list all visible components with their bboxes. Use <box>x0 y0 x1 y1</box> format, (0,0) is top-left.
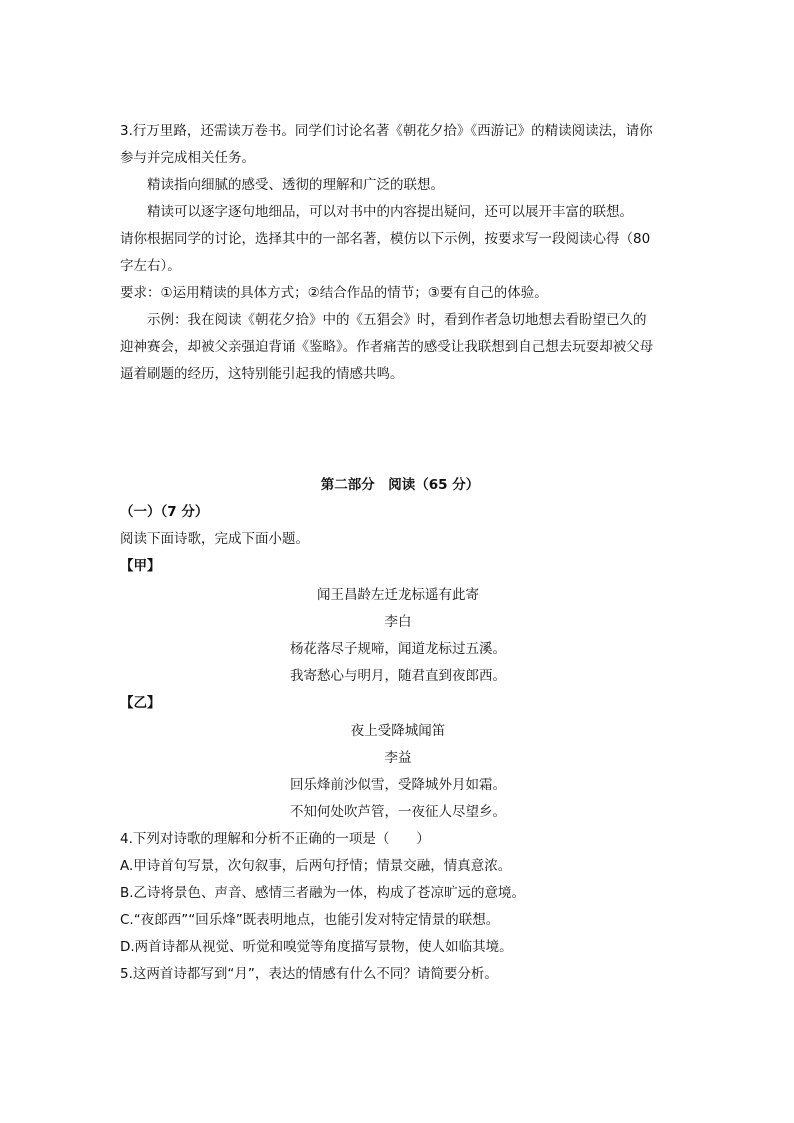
section-1-heading: （一）（7 分） <box>120 504 209 520</box>
q5-stem: 5.这两首诗都写到“月”，表达的情感有什么不同？请简要分析。 <box>120 966 498 982</box>
poem-b-line-2: 不知何处吹芦管，一夜征人尽望乡。 <box>290 804 506 820</box>
poem-a-line-1: 杨花落尽子规啼，闻道龙标过五溪。 <box>290 641 506 657</box>
part-2-header <box>120 472 680 580</box>
question-3 <box>120 118 680 388</box>
q3-example-1: 示例：我在阅读《朝花夕拾》中的《五猖会》时，看到作者急切地想去看盼望已久的 <box>147 312 647 328</box>
part-2-title: 第二部分 阅读（65 分） <box>320 477 480 493</box>
poem-b-line-1: 回乐烽前沙似雪，受降城外月如霜。 <box>290 777 506 793</box>
q4-option-d: D.两首诗都从视觉、听觉和嗅觉等角度描写景物，使人如临其境。 <box>120 939 513 955</box>
question-4 <box>120 826 680 988</box>
q3-requirement: 要求：①运用精读的具体方式；②结合作品的情节；③要有自己的体验。 <box>120 285 548 301</box>
poem-b-marker: 【乙】 <box>120 695 161 711</box>
q4-option-c: C.“夜郎西”“回乐烽”既表明地点，也能引发对特定情景的联想。 <box>120 912 500 928</box>
q3-line-6: 字左右）。 <box>120 258 181 274</box>
poem-a <box>120 582 676 690</box>
poem-a-author: 李白 <box>384 614 412 630</box>
q3-example-2: 迎神赛会，却被父亲强迫背诵《鉴略》。作者痛苦的感受让我联想到自己想去玩耍却被父母 <box>120 339 654 355</box>
q3-line-4: 精读可以逐字逐句地细品，可以对书中的内容提出疑问，还可以展开丰富的联想。 <box>147 204 633 220</box>
q4-option-b: B.乙诗将景色、声音、感情三者融为一体，构成了苍凉旷远的意境。 <box>120 885 526 901</box>
poem-b-author: 李益 <box>384 750 412 766</box>
poem-a-marker: 【甲】 <box>120 558 161 574</box>
q3-line-1: 3.行万里路，还需读万卷书。同学们讨论名著《朝花夕拾》《西游记》的精读阅读法，请你 <box>120 123 653 139</box>
q4-option-a: A.甲诗首句写景，次句叙事，后两句抒情；情景交融，情真意浓。 <box>120 858 512 874</box>
poem-a-title: 闻王昌龄左迁龙标遥有此寄 <box>317 587 479 603</box>
poem-b <box>120 718 676 826</box>
q4-stem: 4.下列对诗歌的理解和分析不正确的一项是（ ） <box>120 831 430 847</box>
q3-line-5: 请你根据同学的讨论，选择其中的一部名著，模仿以下示例，按要求写一段阅读心得（80 <box>120 231 651 247</box>
q3-line-2: 参与并完成相关任务。 <box>120 150 255 166</box>
reading-instruction: 阅读下面诗歌，完成下面小题。 <box>120 531 309 547</box>
poem-b-title: 夜上受降城闻笛 <box>350 723 446 739</box>
poem-a-line-2: 我寄愁心与明月，随君直到夜郎西。 <box>290 668 506 684</box>
poem-b-marker-block <box>120 690 680 717</box>
q3-line-3: 精读指向细腻的感受、透彻的理解和广泛的联想。 <box>147 177 444 193</box>
q3-example-3: 逼着刷题的经历，这特别能引起我的情感共鸣。 <box>120 366 404 382</box>
